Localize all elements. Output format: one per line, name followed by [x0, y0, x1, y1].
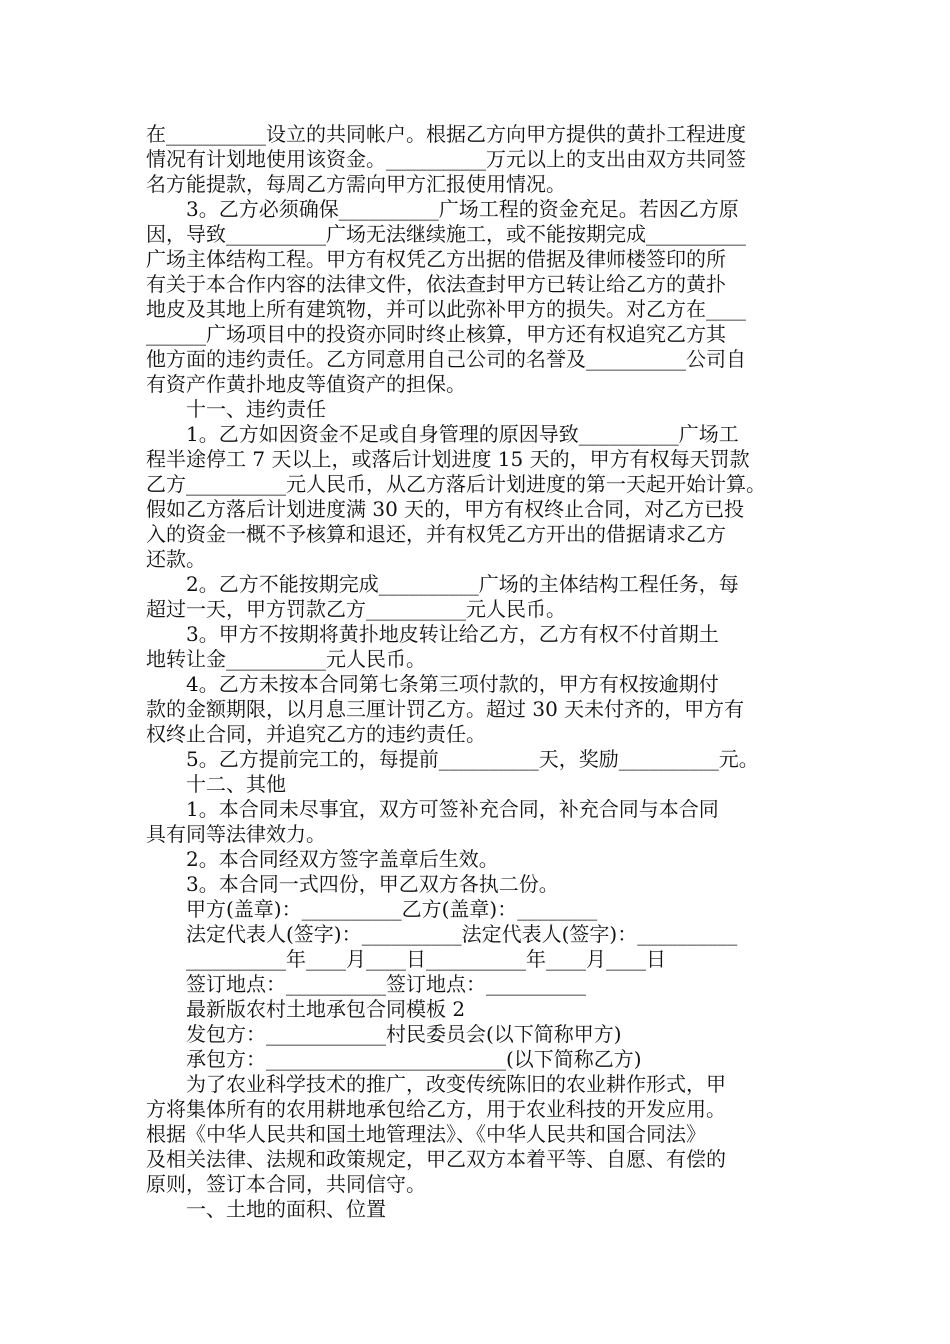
text-line: 情况有计划地使用该资金。__________万元以上的支出由双方共同签: [146, 147, 746, 171]
text-line: 名方能提款，每周乙方需向甲方汇报使用情况。: [146, 172, 566, 196]
text-line: 1。本合同未尽事宜，双方可签补充合同，补充合同与本合同: [146, 797, 719, 821]
contract-text-body: [146, 122, 806, 1222]
text-line: 3。本合同一式四份，甲乙双方各执二份。: [146, 872, 559, 896]
signature-line: 法定代表人(签字)：__________法定代表人(签字)：__________: [146, 922, 738, 946]
text-line: 入的资金一概不予核算和退还，并有权凭乙方开出的借据请求乙方: [146, 522, 726, 546]
text-line: 5。乙方提前完工的，每提前__________天，奖励__________元。: [146, 747, 759, 771]
text-line: 地转让金__________元人民币。: [146, 647, 426, 671]
text-line: 程半途停工 7 天以上，或落后计划进度 15 天的，甲方有权每天罚款: [146, 447, 750, 471]
text-line: 有资产作黄扑地皮等值资产的担保。: [146, 372, 466, 396]
section-heading: 一、土地的面积、位置: [146, 1197, 386, 1221]
text-line: 具有同等法律效力。: [146, 822, 326, 846]
party-line: 承包方：________________________(以下简称乙方): [146, 1047, 642, 1071]
text-line: ______广场项目中的投资亦同时终止核算，甲方还有权追究乙方其: [146, 322, 726, 346]
text-line: 为了农业科学技术的推广，改变传统陈旧的农业耕作形式，甲: [146, 1072, 726, 1096]
text-line: 因，导致__________广场无法继续施工，或不能按期完成__________: [146, 222, 746, 246]
text-line: 2。乙方不能按期完成__________广场的主体结构工程任务，每: [146, 572, 739, 596]
text-line: 超过一天，甲方罚款乙方__________元人民币。: [146, 597, 566, 621]
text-line: 根据《中华人民共和国土地管理法》、《中华人民共和国合同法》: [146, 1122, 706, 1146]
text-line: 地皮及其地上所有建筑物，并可以此弥补甲方的损失。对乙方在____: [146, 297, 746, 321]
text-line: 1。乙方如因资金不足或自身管理的原因导致__________广场工: [146, 422, 739, 446]
text-line: 款的金额期限，以月息三厘计罚乙方。超过 30 天未付齐的，甲方有: [146, 697, 745, 721]
text-line: 4。乙方未按本合同第七条第三项付款的，甲方有权按逾期付: [146, 672, 719, 696]
section-heading: 十一、违约责任: [146, 397, 326, 421]
section-heading: 十二、其他: [146, 772, 286, 796]
date-line: __________年____月____日__________年____月____日: [146, 947, 666, 971]
text-line: 3。甲方不按期将黄扑地皮转让给乙方，乙方有权不付首期土: [146, 622, 719, 646]
document-subtitle: 最新版农村土地承包合同模板 2: [146, 997, 466, 1021]
text-line: 他方面的违约责任。乙方同意用自己公司的名誉及__________公司自: [146, 347, 746, 371]
signature-line: 甲方(盖章)：__________乙方(盖章)：________: [146, 897, 598, 921]
text-line: 3。乙方必须确保__________广场工程的资金充足。若因乙方原: [146, 197, 739, 221]
signing-location-line: 签订地点：__________签订地点：__________: [146, 972, 586, 996]
text-line: 有关于本合作内容的法律文件，依法查封甲方已转让给乙方的黄扑: [146, 272, 726, 296]
text-line: 2。本合同经双方签字盖章后生效。: [146, 847, 499, 871]
text-line: 方将集体所有的农用耕地承包给乙方，用于农业科技的开发应用。: [146, 1097, 726, 1121]
text-line: 乙方__________元人民币，从乙方落后计划进度的第一天起开始计算。: [146, 472, 766, 496]
text-line: 权终止合同，并追究乙方的违约责任。: [146, 722, 486, 746]
text-line: 及相关法律、法规和政策规定，甲乙双方本着平等、自愿、有偿的: [146, 1147, 726, 1171]
text-line: 还款。: [146, 547, 206, 571]
text-line: 在__________设立的共同帐户。根据乙方向甲方提供的黄扑工程进度: [146, 122, 746, 146]
text-line: 广场主体结构工程。甲方有权凭乙方出据的借据及律师楼签印的所: [146, 247, 726, 271]
text-line: 原则，签订本合同，共同信守。: [146, 1172, 426, 1196]
text-line: 假如乙方落后计划进度满 30 天的，甲方有权终止合同，对乙方已投: [146, 497, 745, 521]
party-line: 发包方：____________村民委员会(以下简称甲方): [146, 1022, 622, 1046]
